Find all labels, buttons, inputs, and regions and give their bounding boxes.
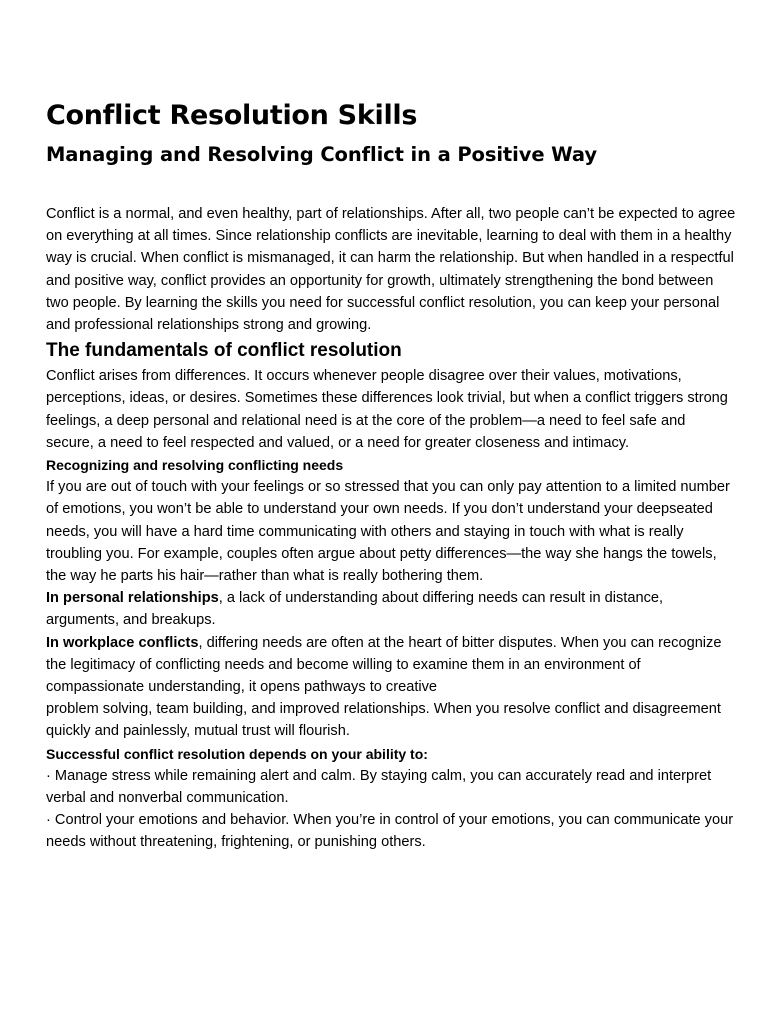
fundamentals-paragraph: Conflict arises from differences. It occurs whenever people disagree over their values, motivations, perceptions, ideas, or desires. Sometimes these differences look trivial, but when a conflict triggers strong feelings, a deep personal and relational need is at the core of the problem—a need to feel safe and secure, a need to feel respected and valued, or a need for greater closeness and intimacy. — [46, 368, 728, 451]
ability-item: · Manage stress while remaining alert and calm. By staying calm, you can accurately read and interpret verbal and nonverbal communication. — [46, 767, 712, 807]
document-body — [46, 203, 736, 854]
needs-paragraph: If you are out of touch with your feelings or so stressed that you can only pay attention to a limited number of emotions, you won’t be able to understand your own needs. If you don’t understand your deepseated needs, you will have a hard time communicating with others and staying in touch with what is really troubling you. For example, couples often argue about petty differences—the way she hangs the towels, the way he parts his hair—rather than what is really bothering them. — [46, 479, 730, 585]
personal-relationships-lead: In personal relationships — [46, 590, 219, 607]
needs-heading: Recognizing and resolving conflicting needs — [46, 457, 344, 474]
document-subtitle: Managing and Resolving Conflict in a Positive Way — [46, 143, 597, 166]
personal-relationships-text: , a lack of understanding about differing needs can result in distance, arguments, and breakups. — [46, 590, 664, 629]
workplace-conflicts-text: , differing needs are often at the heart of bitter disputes. When you can recognize the legitimacy of conflicting needs and become willing to examine them in an environment of compassionate understanding, it opens pathways to creative — [46, 634, 722, 696]
workplace-conflicts-continuation: problem solving, team building, and improved relationships. When you resolve conflict and disagreement quickly and painlessly, mutual trust will flourish. — [46, 701, 721, 740]
workplace-conflicts-paragraph — [46, 632, 736, 699]
document-title: Conflict Resolution Skills — [46, 100, 418, 131]
intro-paragraph: Conflict is a normal, and even healthy, part of relationships. After all, two people can’t be expected to agree on everything at all times. Since relationship conflicts are inevitable, learning to deal with them in a healthy way is crucial. When conflict is mismanaged, it can harm the relationship. But when handled in a respectful and positive way, conflict provides an opportunity for growth, ultimately strengthening the bond between two people. By learning the skills you need for successful conflict resolution, you can keep your personal and professional relationships strong and growing. — [46, 206, 736, 334]
fundamentals-heading: The fundamentals of conflict resolution — [46, 340, 402, 362]
personal-relationships-paragraph — [46, 587, 736, 631]
ability-item: · Control your emotions and behavior. When you’re in control of your emotions, you can communicate your needs without threatening, frightening, or punishing others. — [46, 812, 734, 851]
ability-heading: Successful conflict resolution depends on your ability to: — [46, 745, 428, 762]
workplace-conflicts-lead: In workplace conflicts — [46, 634, 199, 651]
